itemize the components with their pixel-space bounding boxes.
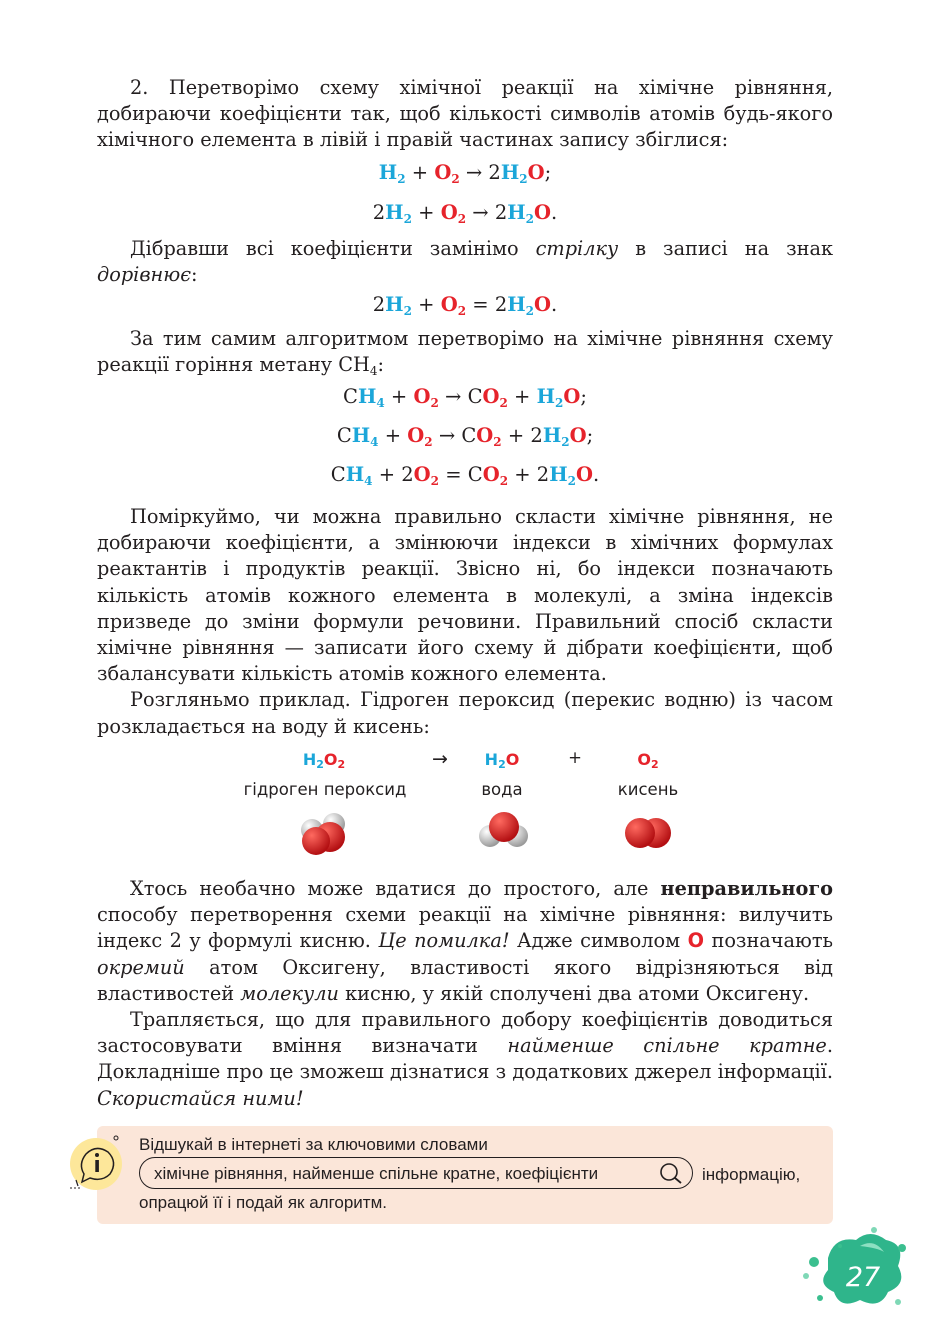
h2o-molecule-icon xyxy=(476,808,532,858)
paragraph-text: 2. Перетворімо схему хімічної реакції на хімічне рівняння, добираючи коефіцієнти так, щоб кількості символів атомів будь-якого хімічного елемента в лівій і правій частинах запису збіглися: xyxy=(97,76,833,152)
equation-4: $CH_4 + O_2 \to CO_2 + H_2O$; xyxy=(343,385,587,410)
box-line-1: Відшукай в інтернеті за ключовими словами xyxy=(139,1135,488,1154)
label-hydrogen-peroxide: гідроген пероксид xyxy=(243,780,407,799)
paragraph-text: Хтось необачно може вдатися до простого, але неправильного способу перетворення схеми реакції на хімічне рівняння: вилучить індекс 2 у формулі кисню. Це помилка! Адже символом O позначають окремий атом Оксигену, властивості якого відрізняються від властивостей молекули кисню, у якій сполучені два атоми Оксигену. xyxy=(97,877,833,1005)
paragraph-text: Дібравши всі коефіцієнти замінімо стрілку в записі на знак дорівнює: xyxy=(97,237,833,287)
h2o2-molecule-icon xyxy=(292,808,358,858)
info-icon xyxy=(66,1132,130,1194)
label-oxygen: кисень xyxy=(617,780,679,799)
search-icon[interactable] xyxy=(658,1161,684,1185)
search-keywords: хімічне рівняння, найменше спільне кратне, коефіцієнти xyxy=(154,1164,599,1183)
search-field[interactable] xyxy=(139,1157,693,1189)
plus-sign: + xyxy=(568,748,582,767)
o2-molecule-icon xyxy=(621,812,677,854)
equation-5: $CH_4 + O_2 \to CO_2 + 2H_2O$; xyxy=(336,424,594,449)
page-number: 27 xyxy=(845,1262,881,1293)
equation-6: $CH_4 + 2O_2 = CO_2 + 2H_2O$. xyxy=(330,463,600,488)
paragraph-text: Поміркуймо, чи можна правильно скласти хімічне рівняння, не добираючи коефіцієнти, а змінюючи індекси в хімічних формулах реактантів і продуктів реакції. Звісно ні, бо індекси позначають кількість атомів кожного елемента в молекулі, а зміна індексів призведе до зміни формули речовини. Правильний спосіб скласти хімічне рівняння — записати його схему й дібрати коефіцієнти, щоб збалансувати кількість атомів кожного елемента. xyxy=(97,505,833,686)
paragraph-text: За тим самим алгоритмом перетворімо на хімічне рівняння схему реакції горіння метану $CH_4$: xyxy=(97,327,833,379)
paragraph-text: Розгляньмо приклад. Гідроген пероксид (перекис водню) із часом розкладається на воду й кисень: xyxy=(97,688,833,738)
equation-1: $H_2 + O_2 \to 2H_2O$; xyxy=(378,161,552,186)
paragraph-text: Трапляється, що для правильного добору коефіцієнтів доводиться застосовувати вміння визначати найменше спільне кратне. Докладніше про це зможеш дізнатися з додаткових джерел інформації. Скористайся ними! xyxy=(97,1008,833,1110)
equation-3-wrap xyxy=(97,292,833,318)
box-line-3: опрацюй її і подай як алгоритм. xyxy=(139,1193,387,1212)
label-water: вода xyxy=(481,780,523,799)
reaction-arrow: → xyxy=(432,748,448,770)
paragraph-6 xyxy=(97,876,833,1112)
paragraph-4 xyxy=(97,504,833,740)
paragraph-3 xyxy=(97,326,833,378)
paragraph-2 xyxy=(97,236,833,288)
formula-h2o: $H_2O$ xyxy=(484,750,520,771)
formula-o2: $O_2$ xyxy=(637,750,659,771)
equation-2: $2H_2 + O_2 \to 2H_2O$. xyxy=(372,201,558,226)
reaction-scheme xyxy=(0,748,935,868)
paragraph-1 xyxy=(97,75,833,154)
formula-h2o2: $H_2O_2$ xyxy=(302,750,346,771)
box-after-search: інформацію, xyxy=(702,1165,801,1184)
equations-methane xyxy=(97,384,833,488)
equations-h2o xyxy=(97,160,833,226)
equation-3: $2H_2 + O_2 = 2H_2O$. xyxy=(372,293,558,318)
